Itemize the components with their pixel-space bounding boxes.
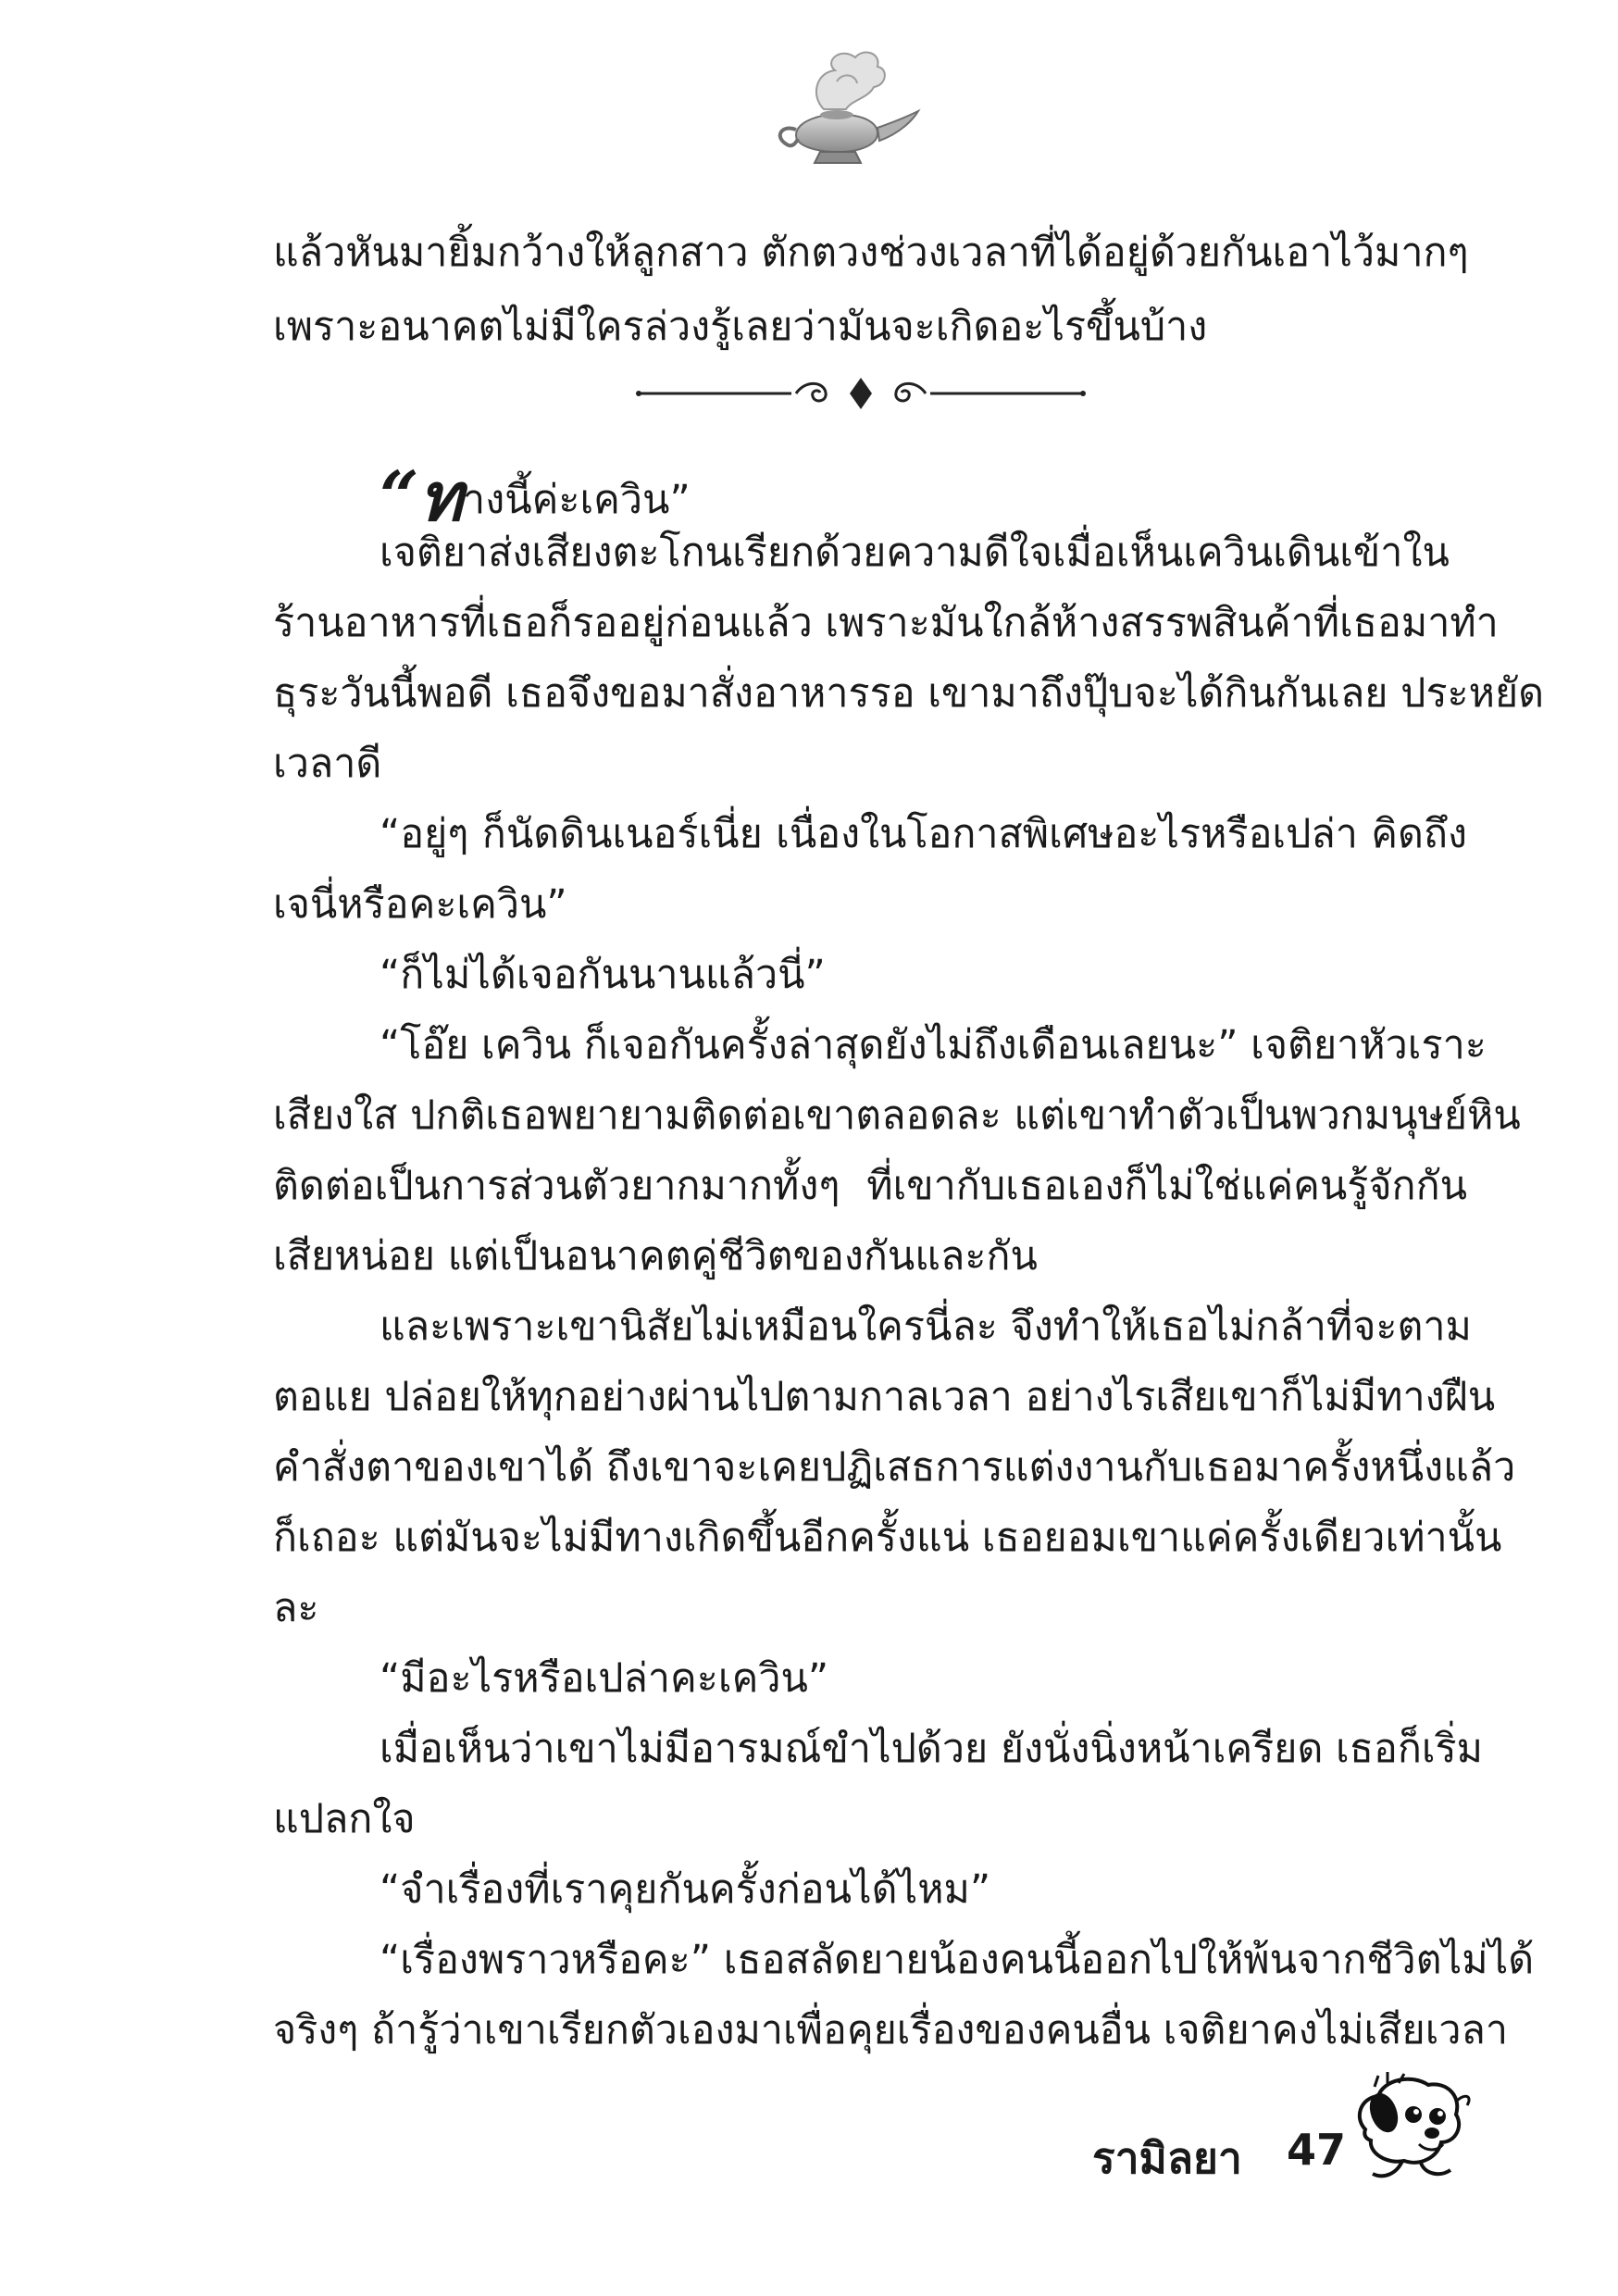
opening-text: างนี้ค่ะเควิน” xyxy=(463,477,691,523)
text-line: ธุระวันนี้พอดี เธอจึงขอมาสั่งอาหารรอ เขามาถึงปุ๊บจะได้กินกันเลย ประหยัด xyxy=(273,670,1545,717)
text-line: และเพราะเขานิสัยไม่เหมือนใครนี่ละ จึงทำให้เธอไม่กล้าที่จะตาม xyxy=(380,1304,1472,1350)
text-line: เมื่อเห็นว่าเขาไม่มีอารมณ์ขำไปด้วย ยังนั่งนิ่งหน้าเครียด เธอก็เริ่ม xyxy=(380,1726,1483,1772)
genie-lamp-icon xyxy=(759,44,926,174)
text-line: จริงๆ ถ้ารู้ว่าเขาเรียกตัวเองมาเพื่อคุยเรื่องของคนอื่น เจติยาคงไม่เสียเวลา xyxy=(273,2007,1509,2053)
text-line: เสียงใส ปกติเธอพยายามติดต่อเขาตลอดละ แต่เขาทำตัวเป็นพวกมนุษย์หิน xyxy=(273,1092,1521,1139)
opening-quote-mark: “ xyxy=(380,457,419,537)
text-line: “จำเรื่องที่เราคุยกันครั้งก่อนได้ไหม” xyxy=(380,1866,991,1913)
text-line: แล้วหันมายิ้มกว้างให้ลูกสาว ตักตวงช่วงเวลาที่ได้อยู่ด้วยกันเอาไว้มากๆ xyxy=(273,230,1469,276)
drop-cap-letter: ท xyxy=(418,458,464,536)
section-divider-ornament xyxy=(629,370,1092,417)
page-number: 47 xyxy=(1287,2125,1347,2175)
text-line: ตอแย ปล่อยให้ทุกอย่างผ่านไปตามกาลเวลา อย่างไรเสียเขาก็ไม่มีทางฝืน xyxy=(273,1374,1496,1420)
text-line: “เรื่องพราวหรือคะ” เธอสลัดยายน้องคนนี้ออกไปให้พ้นจากชีวิตไม่ได้ xyxy=(380,1937,1535,1983)
text-line: “ก็ไม่ได้เจอกันนานแล้วนี่” xyxy=(380,952,826,998)
text-line: เสียหน่อย แต่เป็นอนาคตคู่ชีวิตของกันและกัน xyxy=(273,1233,1038,1279)
book-title: รามิลยา xyxy=(1092,2133,1242,2183)
opening-line xyxy=(273,455,1467,537)
text-line: ละ xyxy=(273,1585,319,1631)
text-line: ก็เถอะ แต่มันจะไม่มีทางเกิดขึ้นอีกครั้งแน่ เธอยอมเขาแค่ครั้งเดียวเท่านั้น xyxy=(273,1515,1502,1561)
text-line: “โอ๊ย เควิน ก็เจอกันครั้งล่าสุดยังไม่ถึงเดือนเลยนะ” เจติยาหัวเราะ xyxy=(380,1022,1487,1068)
text-line: “อยู่ๆ ก็นัดดินเนอร์เนี่ย เนื่องในโอกาสพิเศษอะไรหรือเปล่า คิดถึง xyxy=(380,811,1467,857)
text-line: ร้านอาหารที่เธอก็รออยู่ก่อนแล้ว เพราะมันใกล้ห้างสรรพสินค้าที่เธอมาทำ xyxy=(273,600,1499,646)
cartoon-dog-icon xyxy=(1347,2065,1476,2185)
text-line: ติดต่อเป็นการส่วนตัวยากมากทั้งๆ ที่เขากับเธอเองก็ไม่ใช่แค่คนรู้จักกัน xyxy=(273,1163,1467,1209)
text-line: คำสั่งตาของเขาได้ ถึงเขาจะเคยปฏิเสธการแต่งงานกับเธอมาครั้งหนึ่งแล้ว xyxy=(273,1444,1516,1491)
text-line: เจติยาส่งเสียงตะโกนเรียกด้วยความดีใจเมื่อเห็นเควินเดินเข้าใน xyxy=(380,530,1450,576)
text-line: เวลาดี xyxy=(273,741,382,787)
text-line: เพราะอนาคตไม่มีใครล่วงรู้เลยว่ามันจะเกิดอะไรขึ้นบ้าง xyxy=(273,304,1208,350)
text-line: แปลกใจ xyxy=(273,1796,416,1842)
text-line: เจนี่หรือคะเควิน” xyxy=(273,881,567,928)
text-line: “มีอะไรหรือเปล่าคะเควิน” xyxy=(380,1655,829,1702)
